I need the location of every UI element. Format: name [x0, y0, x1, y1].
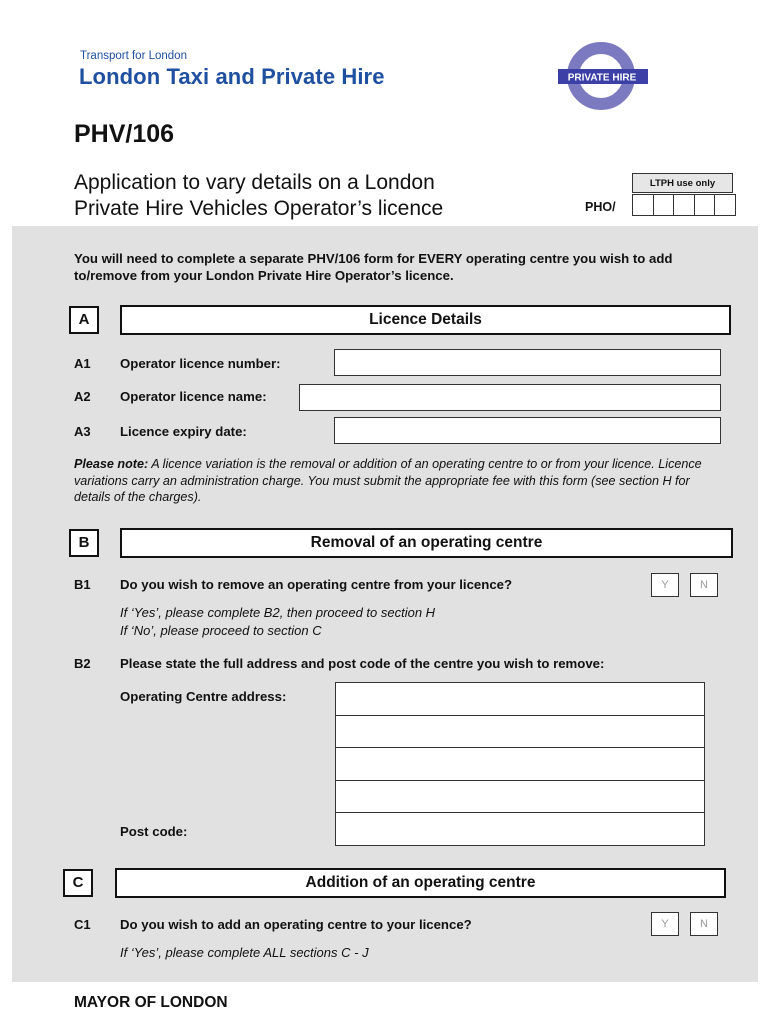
section-c-letter: C: [63, 869, 93, 897]
b2-number: B2: [74, 656, 91, 671]
licence-expiry-date-field[interactable]: [334, 417, 721, 444]
address-line-field[interactable]: [335, 780, 705, 814]
b1-hint-no: If ‘No’, please proceed to section C: [120, 623, 322, 638]
address-line-field[interactable]: [335, 747, 705, 781]
licence-variation-note: [74, 456, 714, 506]
operator-licence-name-field[interactable]: [299, 384, 721, 411]
mayor-of-london-footer: MAYOR OF LONDON: [74, 994, 228, 1011]
postcode-field[interactable]: [335, 812, 705, 846]
address-line-field[interactable]: [335, 682, 705, 716]
c1-number: C1: [74, 917, 91, 932]
b1-yes-checkbox[interactable]: Y: [651, 573, 679, 597]
pho-cell: [633, 195, 654, 215]
b1-question: Do you wish to remove an operating centre from your licence?: [120, 577, 513, 592]
tfl-brand-title: London Taxi and Private Hire: [79, 64, 385, 89]
b2-question: Please state the full address and post code of the centre you wish to remove:: [120, 656, 605, 671]
section-a-letter: A: [69, 306, 99, 334]
pho-cell: [715, 195, 735, 215]
pho-cell: [695, 195, 716, 215]
a3-label: Licence expiry date:: [120, 424, 247, 439]
b1-hint-yes: If ‘Yes’, please complete B2, then proceed to section H: [120, 605, 436, 620]
private-hire-roundel-logo: [558, 42, 648, 112]
operating-centre-address-grid: [335, 683, 705, 846]
section-b-title: Removal of an operating centre: [120, 528, 733, 558]
b1-no-checkbox[interactable]: N: [690, 573, 718, 597]
pho-label: PHO/: [585, 200, 616, 214]
ltph-use-only-label: LTPH use only: [632, 173, 733, 193]
form-title-line1: Application to vary details on a London: [74, 171, 435, 194]
note-lead: Please note:: [74, 457, 149, 471]
postcode-label: Post code:: [120, 824, 188, 839]
form-title-line2: Private Hire Vehicles Operator’s licence: [74, 197, 444, 220]
pho-cell: [654, 195, 675, 215]
c1-hint: If ‘Yes’, please complete ALL sections C - J: [120, 945, 369, 960]
intro-instructions: You will need to complete a separate PHV/106 form for EVERY operating centre you wish to add to/remove from your London Private Hire Operator’s licence.: [74, 251, 673, 283]
b1-number: B1: [74, 577, 91, 592]
section-a-title: Licence Details: [120, 305, 731, 335]
section-c-title: Addition of an operating centre: [115, 868, 726, 898]
roundel-text: PRIVATE HIRE: [567, 72, 637, 84]
tfl-small-title: Transport for London: [80, 50, 187, 62]
a2-number: A2: [74, 389, 91, 404]
c1-no-checkbox[interactable]: N: [690, 912, 718, 936]
a1-number: A1: [74, 356, 91, 371]
a2-label: Operator licence name:: [120, 389, 267, 404]
operating-centre-address-label: Operating Centre address:: [120, 689, 287, 704]
form-title: [74, 170, 544, 222]
c1-question: Do you wish to add an operating centre to your licence?: [120, 917, 472, 932]
section-b-letter: B: [69, 529, 99, 557]
a3-number: A3: [74, 424, 91, 439]
form-code: PHV/106: [74, 120, 175, 148]
operator-licence-number-field[interactable]: [334, 349, 721, 376]
pho-number-cells: [632, 194, 736, 216]
pho-cell: [674, 195, 695, 215]
a1-label: Operator licence number:: [120, 356, 281, 371]
c1-yes-checkbox[interactable]: Y: [651, 912, 679, 936]
note-text: A licence variation is the removal or addition of an operating centre to or from your licence. Licence variations carry an administration charge. You must submit the appropriate fee with this form (see section H for details of the charges).: [74, 457, 702, 504]
address-line-field[interactable]: [335, 715, 705, 749]
